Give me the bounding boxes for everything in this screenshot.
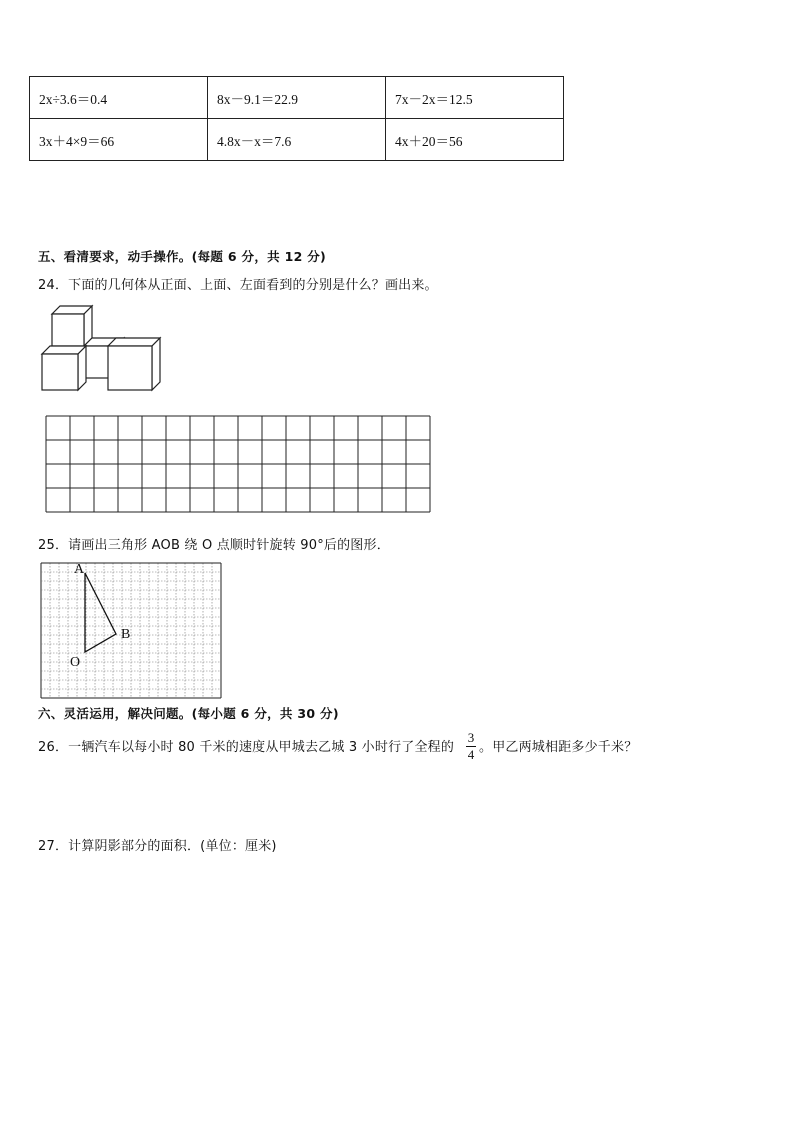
section-5-title: 五、看清要求，动手操作。(每题 6 分，共 12 分) xyxy=(38,249,327,264)
equation-cell: 3x＋4×9＝66 xyxy=(30,119,208,161)
table-row xyxy=(30,77,564,119)
triangle-aob xyxy=(85,573,116,652)
table-row xyxy=(30,119,564,161)
point-o-label: O xyxy=(70,655,81,670)
equation-table xyxy=(29,76,564,161)
question-26-text-after: 。甲乙两城相距多少千米？ xyxy=(479,740,638,755)
rotation-grid xyxy=(40,562,222,699)
equation-cell: 8x－9.1＝22.9 xyxy=(208,77,386,119)
point-a-label: A xyxy=(74,562,85,577)
drawing-grid xyxy=(45,415,431,513)
equation-cell: 4x＋20＝56 xyxy=(386,119,564,161)
question-26-text-before: 26．一辆汽车以每小时 80 千米的速度从甲城去乙城 3 小时行了全程的 xyxy=(38,740,455,755)
section-6-title: 六、灵活运用，解决问题。(每小题 6 分，共 30 分) xyxy=(38,706,339,721)
fraction-numerator: 3 xyxy=(467,730,475,745)
equation-cell: 2x÷3.6＝0.4 xyxy=(30,77,208,119)
question-25-text: 25．请画出三角形 AOB 绕 O 点顺时针旋转 90°后的图形． xyxy=(38,538,390,553)
point-b-label: B xyxy=(121,627,131,642)
equation-cell: 4.8x－x＝7.6 xyxy=(208,119,386,161)
equation-cell: 7x－2x＝12.5 xyxy=(386,77,564,119)
fraction-denominator: 4 xyxy=(467,747,475,762)
fraction-three-quarters xyxy=(466,731,476,762)
question-24-text: 24．下面的几何体从正面、上面、左面看到的分别是什么？画出来。 xyxy=(38,278,438,293)
question-27-text: 27．计算阴影部分的面积．(单位：厘米) xyxy=(38,839,277,854)
cube-figure xyxy=(38,300,168,395)
